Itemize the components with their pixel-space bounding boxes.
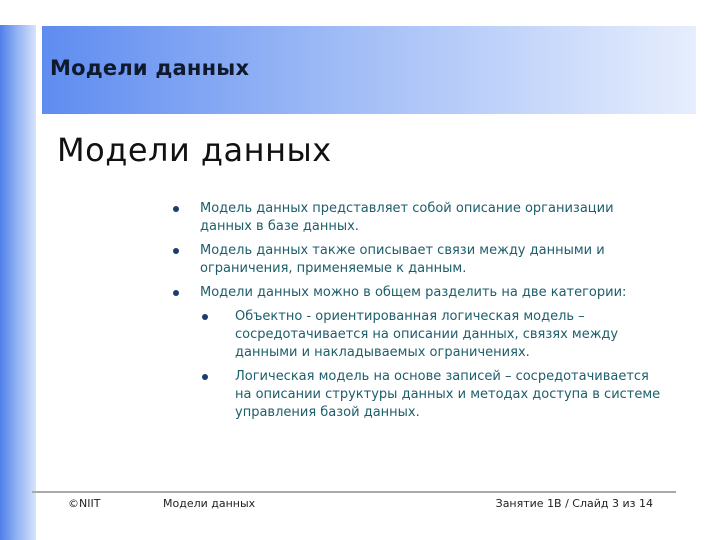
bullet-dot-icon xyxy=(173,248,179,254)
sub-bullet-item xyxy=(200,308,665,362)
footer-topic: Модели данных xyxy=(163,497,256,510)
bullet-text: Модель данных представляет собой описание организации данных в базе данных. xyxy=(200,201,614,234)
header-title: Модели данных xyxy=(50,56,250,80)
bullet-item xyxy=(165,242,665,278)
bullet-list xyxy=(165,200,665,428)
bullet-dot-icon xyxy=(173,206,179,212)
sub-bullet-text: Объектно - ориентированная логическая модель – сосредотачивается на описании данных, связях между данными и накладываемых ограничениях. xyxy=(235,309,619,360)
bullet-dot-icon xyxy=(202,374,208,380)
left-decorative-bar xyxy=(0,25,36,540)
sub-bullet-list xyxy=(200,308,665,422)
sub-bullet-text: Логическая модель на основе записей – сосредотачивается на описании структуры данных и методах доступа в системе управления базой данных. xyxy=(235,369,661,420)
footer-copyright: ©NIIT xyxy=(68,497,101,510)
bullet-dot-icon xyxy=(173,290,179,296)
bullet-item xyxy=(165,284,665,422)
slide-title: Модели данных xyxy=(57,131,332,169)
footer-slide-info: Занятие 1В / Слайд 3 из 14 xyxy=(495,497,653,510)
sub-bullet-item xyxy=(200,368,665,422)
footer-divider xyxy=(32,491,676,493)
bullet-text: Модели данных можно в общем разделить на две категории: xyxy=(200,285,627,300)
bullet-text: Модель данных также описывает связи между данными и ограничения, применяемые к данным. xyxy=(200,243,605,276)
bullet-item xyxy=(165,200,665,236)
bullet-dot-icon xyxy=(202,314,208,320)
